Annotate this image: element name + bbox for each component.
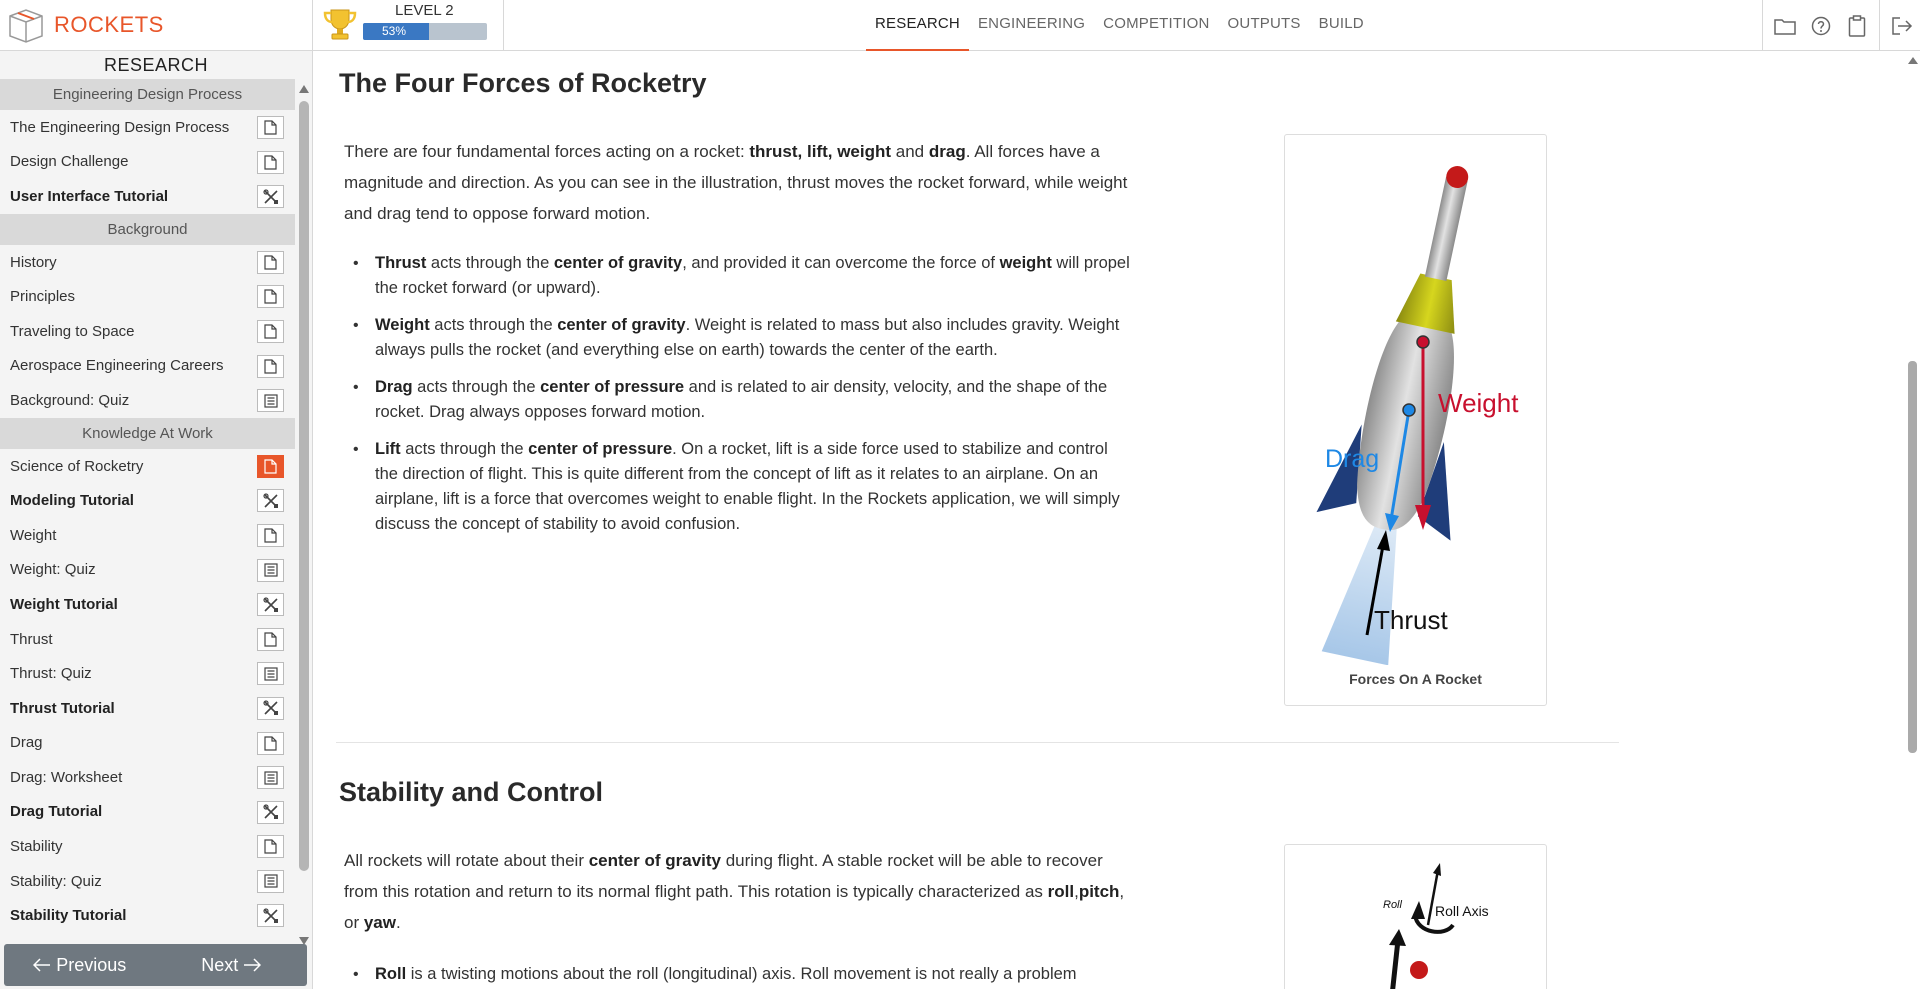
top-bar	[0, 0, 1920, 51]
roll-axis-label: Roll Axis	[1435, 903, 1489, 919]
help-icon[interactable]	[1803, 0, 1839, 51]
tools-icon	[257, 593, 284, 616]
tab-outputs[interactable]: OUTPUTS	[1227, 15, 1301, 32]
sidebar-item-label: Aerospace Engineering Careers	[10, 357, 224, 375]
next-button[interactable]	[156, 944, 308, 986]
sidebar-item[interactable]	[0, 383, 295, 418]
tab-engineering[interactable]: ENGINEERING	[977, 15, 1086, 32]
sidebar-item[interactable]	[0, 656, 295, 691]
scroll-up-icon[interactable]	[299, 85, 309, 93]
sidebar-item[interactable]	[0, 449, 295, 484]
up-arrow	[1391, 940, 1398, 989]
document-icon	[257, 116, 284, 139]
list-item: • Lift acts through the center of pressure. On a rocket, lift is a side force used to stabilize and control the direction of flight. This is quite different from the concept of lift as it relates to an airplane. On an airplane, lift is a force that overcomes weight to enable flight. In the Rockets application, we will simply discuss the concept of stability to avoid confusion.	[344, 437, 1134, 537]
sidebar-item-label: Stability	[10, 838, 63, 856]
sidebar-item[interactable]	[0, 483, 295, 518]
sidebar-item-label: Drag: Worksheet	[10, 768, 123, 786]
tools-icon	[257, 697, 284, 720]
scroll-up-icon[interactable]	[1908, 57, 1918, 64]
level-progress-bar	[363, 23, 487, 40]
roll-axis-illustration	[1285, 845, 1548, 989]
level-label: LEVEL 2	[395, 2, 454, 19]
weight-arrowhead	[1415, 505, 1431, 530]
section-divider	[336, 742, 1619, 743]
rocket-tip	[1410, 961, 1428, 979]
page-scroll-thumb[interactable]	[1908, 361, 1917, 753]
sidebar-item-label: Weight	[10, 526, 57, 544]
sidebar-item[interactable]	[0, 691, 295, 726]
sidebar-item-label: User Interface Tutorial	[10, 187, 169, 205]
sidebar-item-label: Thrust: Quiz	[10, 665, 92, 683]
list-item: • Drag acts through the center of pressure and is related to air density, velocity, and the shape of the rocket. Drag always opposes forward motion.	[344, 375, 1134, 425]
figure-caption: Forces On A Rocket	[1349, 671, 1482, 687]
roll-rotation-head	[1411, 901, 1425, 919]
forces-list	[344, 251, 1134, 549]
drag-label: Drag	[1325, 445, 1380, 473]
document-icon	[257, 628, 284, 651]
roll-axis-arrowhead	[1433, 863, 1441, 876]
previous-label: Previous	[56, 954, 127, 975]
up-arrowhead	[1389, 929, 1406, 946]
weight-label: Weight	[1438, 388, 1519, 418]
list-item: • Thrust acts through the center of gravity, and provided it can overcome the force of weight will propel the rocket forward (or upward).	[344, 251, 1134, 301]
quiz-icon	[257, 662, 284, 685]
clipboard-icon[interactable]	[1839, 0, 1875, 51]
sidebar-title: RESEARCH	[103, 55, 209, 75]
sidebar-section-heading: Background	[0, 214, 295, 245]
logout-icon[interactable]	[1884, 0, 1920, 51]
arrow-left-icon	[33, 958, 51, 972]
drag-arrowhead	[1385, 513, 1399, 532]
sidebar-item[interactable]	[0, 314, 295, 349]
document-icon	[257, 732, 284, 755]
tools-icon	[257, 801, 284, 824]
sidebar-menu	[0, 79, 295, 933]
sidebar-item[interactable]	[0, 622, 295, 657]
progress-text: 53%	[382, 24, 407, 38]
arrow-right-icon	[243, 958, 261, 972]
sidebar-item[interactable]	[0, 726, 295, 761]
sidebar-item-label: Background: Quiz	[10, 391, 130, 409]
tools-icon	[257, 489, 284, 512]
sidebar-section-heading: Engineering Design Process	[0, 79, 295, 110]
tab-research[interactable]: RESEARCH	[866, 0, 969, 51]
forces-figure	[1284, 134, 1547, 706]
roll-label: Roll	[1383, 899, 1402, 911]
tab-build[interactable]: BUILD	[1318, 15, 1364, 32]
sidebar-item-label: Stability Tutorial	[10, 907, 127, 925]
sidebar-item-label: Science of Rocketry	[10, 457, 144, 475]
sidebar-section-heading: Knowledge At Work	[0, 418, 295, 449]
pager	[4, 944, 307, 986]
sidebar-item[interactable]	[0, 795, 295, 830]
quiz-icon	[257, 559, 284, 582]
toolbar	[1758, 0, 1920, 51]
center-of-pressure-marker	[1403, 404, 1415, 416]
sidebar-scrollbar[interactable]	[297, 79, 311, 949]
center-of-gravity-marker	[1417, 336, 1429, 348]
main-nav	[866, 0, 1373, 51]
sidebar-item-label: Design Challenge	[10, 153, 129, 171]
trophy-icon	[322, 7, 358, 41]
sidebar-item[interactable]	[0, 179, 295, 214]
sidebar-item[interactable]	[0, 279, 295, 314]
page-scrollbar[interactable]	[1905, 51, 1920, 989]
app-title: ROCKETS	[54, 12, 164, 37]
sidebar-item[interactable]	[0, 349, 295, 384]
sidebar-item-label: Weight Tutorial	[10, 595, 118, 613]
sidebar-item-label: Drag	[10, 734, 43, 752]
brand[interactable]	[0, 0, 313, 51]
document-icon	[257, 251, 284, 274]
quiz-icon	[257, 766, 284, 789]
sidebar-item-label: Weight: Quiz	[10, 561, 96, 579]
four-forces-intro: There are four fundamental forces acting on a rocket: thrust, lift, weight and drag. All forces have a magnitude and direction. As you can see in the illustration, thrust moves the rocket forward, while weight and drag tend to oppose forward motion.	[344, 142, 1128, 223]
quiz-icon	[257, 870, 284, 893]
sidebar	[0, 51, 313, 989]
list-item: • Roll is a twisting motions about the roll (longitudinal) axis. Roll movement is not really a problem	[344, 962, 1134, 987]
stability-figure	[1284, 844, 1547, 989]
sidebar-item-label: Thrust Tutorial	[10, 699, 115, 717]
sidebar-item-label: Principles	[10, 288, 76, 306]
sidebar-item[interactable]	[0, 760, 295, 795]
previous-button[interactable]	[4, 944, 156, 986]
document-icon	[257, 151, 284, 174]
sidebar-item-label: The Engineering Design Process	[10, 118, 230, 136]
sidebar-item[interactable]	[0, 110, 295, 145]
tools-icon	[257, 904, 284, 927]
stability-list	[344, 962, 1134, 989]
sidebar-item[interactable]	[0, 864, 295, 899]
thrust-arrowhead	[1377, 530, 1390, 551]
document-icon	[257, 320, 284, 343]
toolbar-divider	[1879, 0, 1880, 51]
tools-icon	[257, 185, 284, 208]
sidebar-item[interactable]	[0, 829, 295, 864]
quiz-icon	[257, 389, 284, 412]
document-icon	[257, 285, 284, 308]
sidebar-item[interactable]	[0, 518, 295, 553]
section-title-stability: Stability and Control	[339, 777, 604, 807]
content-area	[314, 51, 1905, 989]
section-title-four-forces: The Four Forces of Rocketry	[339, 68, 707, 98]
cube-logo-icon	[4, 4, 46, 46]
document-icon	[257, 355, 284, 378]
tab-competition[interactable]: COMPETITION	[1103, 15, 1210, 32]
sidebar-item-label: Modeling Tutorial	[10, 492, 134, 510]
document-icon	[257, 524, 284, 547]
folder-icon[interactable]	[1767, 0, 1803, 51]
sidebar-item-label: Thrust	[10, 630, 53, 648]
sidebar-item[interactable]	[0, 145, 295, 180]
sidebar-item[interactable]	[0, 587, 295, 622]
document-icon	[257, 835, 284, 858]
sidebar-item-label: Stability: Quiz	[10, 872, 102, 890]
sidebar-item-label: Traveling to Space	[10, 322, 135, 340]
list-item: • Weight acts through the center of gravity. Weight is related to mass but also includes gravity. Weight always pulls the rocket (and everything else on earth) towards the center of the earth.	[344, 313, 1134, 363]
document-icon	[257, 455, 284, 478]
sidebar-item[interactable]	[0, 898, 295, 933]
stability-intro: All rockets will rotate about their center of gravity during flight. A stable rocket will be able to recover from this rotation and return to its normal flight path. This rotation is typically characterized as roll,pitch, or yaw.	[344, 851, 1125, 932]
sidebar-item[interactable]	[0, 245, 295, 280]
toolbar-divider	[1762, 0, 1763, 51]
drag-arrow	[1391, 410, 1409, 520]
next-label: Next	[201, 954, 239, 975]
scroll-thumb[interactable]	[299, 101, 309, 871]
sidebar-item[interactable]	[0, 553, 295, 588]
thrust-label: Thrust	[1374, 605, 1448, 635]
sidebar-item-label: Drag Tutorial	[10, 803, 103, 821]
sidebar-item-label: History	[10, 253, 57, 271]
